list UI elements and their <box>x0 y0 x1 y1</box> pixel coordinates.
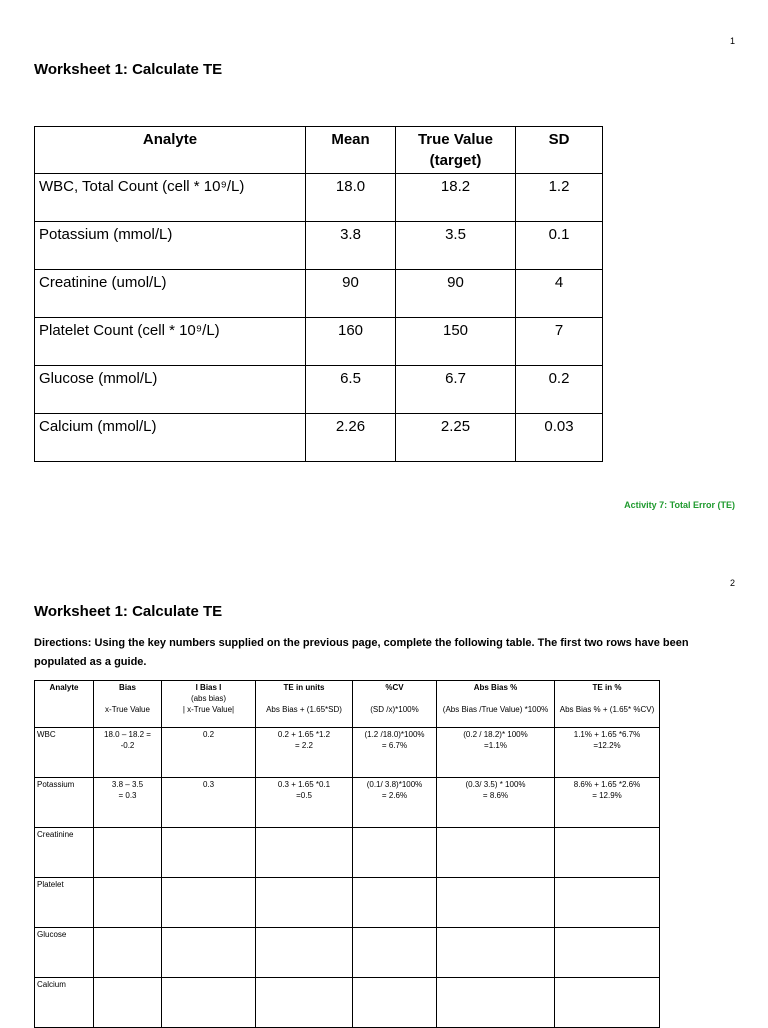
bias-cell[interactable] <box>94 828 162 878</box>
te-pct-cell[interactable] <box>555 978 660 1028</box>
calc-line: (0.3/ 3.5) * 100% <box>465 780 526 789</box>
header-title: Abs Bias % <box>473 683 518 692</box>
analyte-key-table <box>34 126 603 462</box>
header-title: TE in % <box>592 683 622 692</box>
bias-cell[interactable] <box>94 928 162 978</box>
calc-result: = 0.3 <box>118 791 137 800</box>
te-units-cell[interactable] <box>256 828 353 878</box>
true-value-cell: 18.2 <box>396 174 516 222</box>
true-value-cell: 150 <box>396 318 516 366</box>
calc-line: 3.8 – 3.5 <box>111 780 144 789</box>
analyte-cell: Potassium <box>35 778 94 828</box>
calc-result: = 6.7% <box>381 741 408 750</box>
analyte-cell: WBC <box>35 728 94 778</box>
calc-line: 1.1% + 1.65 *6.7% <box>573 730 641 739</box>
sd-cell: 1.2 <box>516 174 603 222</box>
te-pct-cell[interactable] <box>555 878 660 928</box>
table-row <box>35 318 603 366</box>
header-formula: | x-True Value| <box>182 705 235 714</box>
table-row <box>35 270 603 318</box>
abs-bias-cell: 0.3 <box>162 778 256 828</box>
abs-bias-cell[interactable] <box>162 878 256 928</box>
calc-line: (0.1/ 3.8)*100% <box>366 780 423 789</box>
table-row <box>35 928 660 978</box>
column-header: Mean <box>306 127 396 174</box>
calc-result: =12.2% <box>593 741 621 750</box>
te-worksheet-table <box>34 680 660 1028</box>
sd-cell: 4 <box>516 270 603 318</box>
calc-result: =1.1% <box>484 741 507 750</box>
column-header-te-pct <box>555 681 660 728</box>
table-row <box>35 778 660 828</box>
te-pct-cell <box>555 728 660 778</box>
table-row <box>35 222 603 270</box>
table-row <box>35 828 660 878</box>
analyte-cell: Calcium <box>35 978 94 1028</box>
activity-label: Activity 7: Total Error (TE) <box>624 500 735 510</box>
bias-cell <box>94 728 162 778</box>
calc-line: 8.6% + 1.65 *2.6% <box>573 780 641 789</box>
te-units-cell <box>256 778 353 828</box>
column-header-abs-bias <box>162 681 256 728</box>
abs-bias-pct-cell <box>437 778 555 828</box>
abs-bias-cell[interactable] <box>162 828 256 878</box>
table-row <box>35 414 603 462</box>
te-units-cell[interactable] <box>256 928 353 978</box>
analyte-cell: Potassium (mmol/L) <box>35 222 306 270</box>
bias-cell[interactable] <box>94 978 162 1028</box>
page-title: Worksheet 1: Calculate TE <box>34 603 223 620</box>
table-header-row <box>35 681 660 728</box>
cv-cell <box>353 728 437 778</box>
calc-line: 0.2 + 1.65 *1.2 <box>277 730 331 739</box>
analyte-cell: Creatinine (umol/L) <box>35 270 306 318</box>
cv-cell[interactable] <box>353 928 437 978</box>
column-header-abs-bias-pct <box>437 681 555 728</box>
header-title: TE in units <box>283 683 325 692</box>
te-pct-cell <box>555 778 660 828</box>
cv-cell[interactable] <box>353 828 437 878</box>
analyte-cell: Glucose (mmol/L) <box>35 366 306 414</box>
abs-bias-pct-cell[interactable] <box>437 928 555 978</box>
page-number: 1 <box>730 36 736 46</box>
column-header-te-units <box>256 681 353 728</box>
analyte-cell: WBC, Total Count (cell * 10⁹/L) <box>35 174 306 222</box>
calc-line: 18.0 – 18.2 = <box>104 730 151 739</box>
sd-cell: 0.2 <box>516 366 603 414</box>
sd-cell: 0.1 <box>516 222 603 270</box>
calc-result: = 2.2 <box>294 741 313 750</box>
table-header-row <box>35 127 603 174</box>
analyte-cell: Creatinine <box>35 828 94 878</box>
header-formula: x-True Value <box>105 705 150 714</box>
table-row <box>35 878 660 928</box>
header-formula: (Abs Bias /True Value) *100% <box>442 705 549 714</box>
header-title: I Bias I <box>195 683 222 692</box>
abs-bias-cell[interactable] <box>162 978 256 1028</box>
abs-bias-pct-cell[interactable] <box>437 978 555 1028</box>
true-value-cell: 2.25 <box>396 414 516 462</box>
analyte-cell: Platelet Count (cell * 10⁹/L) <box>35 318 306 366</box>
mean-cell: 160 <box>306 318 396 366</box>
header-title: Bias <box>119 683 136 692</box>
table-row <box>35 366 603 414</box>
mean-cell: 6.5 <box>306 366 396 414</box>
true-value-cell: 90 <box>396 270 516 318</box>
abs-bias-pct-cell[interactable] <box>437 878 555 928</box>
abs-bias-pct-cell <box>437 728 555 778</box>
cv-cell[interactable] <box>353 978 437 1028</box>
mean-cell: 90 <box>306 270 396 318</box>
header-formula: Abs Bias + (1.65*SD) <box>266 705 342 714</box>
abs-bias-cell[interactable] <box>162 928 256 978</box>
cv-cell <box>353 778 437 828</box>
calc-line: (0.2 / 18.2)* 100% <box>463 730 528 739</box>
abs-bias-pct-cell[interactable] <box>437 828 555 878</box>
bias-cell <box>94 778 162 828</box>
column-header-bias <box>94 681 162 728</box>
page-title: Worksheet 1: Calculate TE <box>34 61 223 78</box>
te-units-cell <box>256 728 353 778</box>
analyte-cell: Platelet <box>35 878 94 928</box>
sd-cell: 0.03 <box>516 414 603 462</box>
te-units-cell[interactable] <box>256 878 353 928</box>
abs-bias-cell: 0.2 <box>162 728 256 778</box>
header-formula: (SD /x)*100% <box>370 705 419 714</box>
header-title: %CV <box>385 683 404 692</box>
column-header: True Value (target) <box>396 127 516 174</box>
mean-cell: 18.0 <box>306 174 396 222</box>
column-header: Analyte <box>35 127 306 174</box>
table-row <box>35 978 660 1028</box>
table-row <box>35 728 660 778</box>
calc-result: =0.5 <box>296 791 312 800</box>
analyte-cell: Calcium (mmol/L) <box>35 414 306 462</box>
header-formula: Abs Bias % + (1.65* %CV) <box>559 705 655 714</box>
calc-line: (1.2 /18.0)*100% <box>364 730 425 739</box>
calc-result: = 12.9% <box>592 791 622 800</box>
te-units-cell[interactable] <box>256 978 353 1028</box>
column-header-analyte <box>35 681 94 728</box>
true-value-cell: 3.5 <box>396 222 516 270</box>
calc-line: 0.3 + 1.65 *0.1 <box>277 780 331 789</box>
directions-text: Directions: Using the key numbers supplied on the previous page, complete the following table. The first two rows have been populated as a guide. <box>34 637 689 668</box>
calc-result: = 2.6% <box>381 791 408 800</box>
column-header-cv <box>353 681 437 728</box>
analyte-cell: Glucose <box>35 928 94 978</box>
calc-result: -0.2 <box>120 741 135 750</box>
bias-cell[interactable] <box>94 878 162 928</box>
te-pct-cell[interactable] <box>555 928 660 978</box>
column-header: SD <box>516 127 603 174</box>
mean-cell: 2.26 <box>306 414 396 462</box>
page-number: 2 <box>730 578 736 588</box>
true-value-cell: 6.7 <box>396 366 516 414</box>
sd-cell: 7 <box>516 318 603 366</box>
header-title: Analyte <box>49 683 79 692</box>
header-subtitle: (abs bias) <box>190 694 227 703</box>
table-row <box>35 174 603 222</box>
calc-result: = 8.6% <box>482 791 509 800</box>
te-pct-cell[interactable] <box>555 828 660 878</box>
cv-cell[interactable] <box>353 878 437 928</box>
mean-cell: 3.8 <box>306 222 396 270</box>
